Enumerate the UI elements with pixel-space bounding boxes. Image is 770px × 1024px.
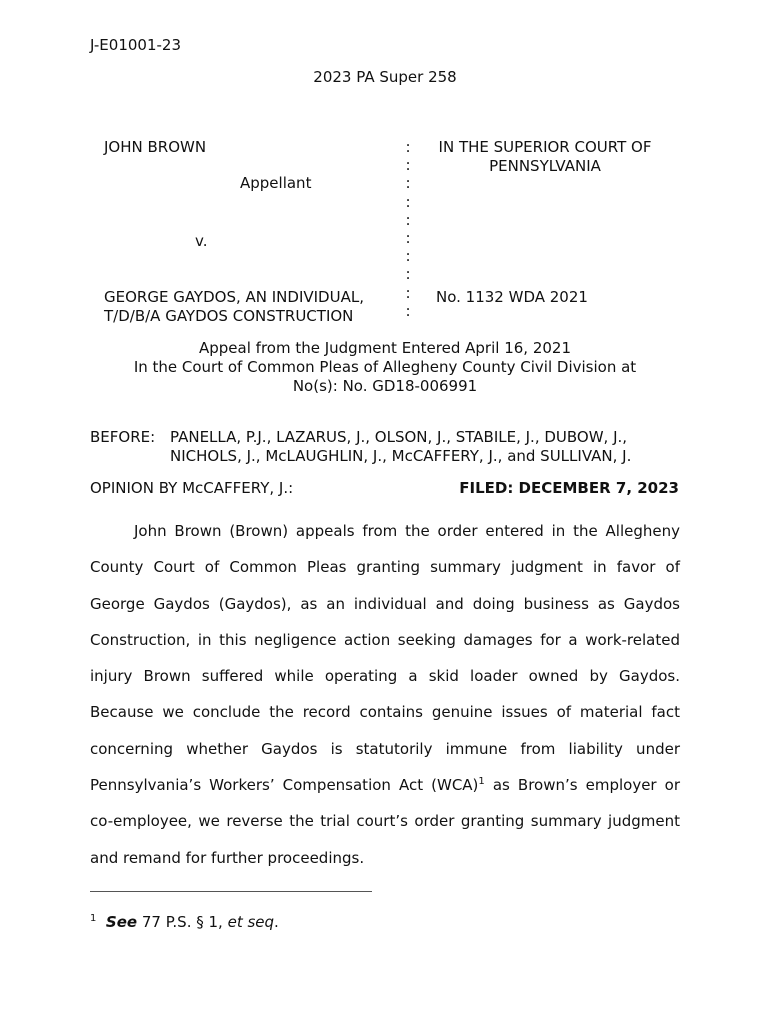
appellant-name: JOHN BROWN [104,138,207,156]
before-label: BEFORE: [90,428,156,446]
footnote-cite: 77 P.S. § 1, [137,913,228,931]
footnote-divider [90,891,372,892]
panel-line-1: PANELLA, P.J., LAZARUS, J., OLSON, J., STABILE, J., DUBOW, J., [170,428,628,446]
docket-code: J-E01001-23 [90,36,181,54]
appellee-name-line2: T/D/B/A GAYDOS CONSTRUCTION [104,307,354,325]
appellee-name-line1: GEORGE GAYDOS, AN INDIVIDUAL, [104,288,364,306]
docket-number: No. 1132 WDA 2021 [436,288,588,306]
footnote-et-seq: et seq [227,913,275,931]
paragraph-text-1: John Brown (Brown) appeals from the order entered in the Allegheny County Court of Common Pleas granting summary judgment in favor of George Gaydos (Gaydos), as an individual and doing business as Gaydos Construction, in this negligence action seeking damages for a work-related injury Brown suffered while operating a skid loader owned by Gaydos. Because we conclude the record contains genuine issues of material fact concerning whether Gaydos is statutorily immune from liability under Pennsylvania’s Workers’ Compensation Act (WCA) [90,522,680,795]
caption-colon-column: : : : : : : : : : : [405,138,411,320]
appellant-role: Appellant [240,174,312,192]
filed-date: FILED: DECEMBER 7, 2023 [459,479,679,497]
versus: v. [195,232,208,250]
appeal-line-1: Appeal from the Judgment Entered April 16, 2021 [199,339,571,357]
paragraph-text-2: as Brown’s employer or co-employee, we reverse the trial court’s order granting summary judgment and remand for further proceedings. [90,776,680,867]
opinion-author: OPINION BY McCAFFERY, J.: [90,479,294,497]
panel-line-2: NICHOLS, J., McLAUGHLIN, J., McCAFFERY, J., and SULLIVAN, J. [170,447,632,465]
appeal-line-2: In the Court of Common Pleas of Allegheny County Civil Division at [133,358,637,376]
footnote-reference[interactable]: 1 [478,776,485,788]
footnote-number: 1 [90,913,97,924]
footnote [90,913,279,931]
footnote-period: . [274,913,279,931]
opinion-paragraph [90,513,680,876]
footnote-signal: See [105,913,138,931]
citation: 2023 PA Super 258 [313,68,457,86]
appeal-line-3: No(s): No. GD18-006991 [292,377,478,395]
appeal-info [0,339,770,396]
court-name: IN THE SUPERIOR COURT OF PENNSYLVANIA [438,138,652,175]
